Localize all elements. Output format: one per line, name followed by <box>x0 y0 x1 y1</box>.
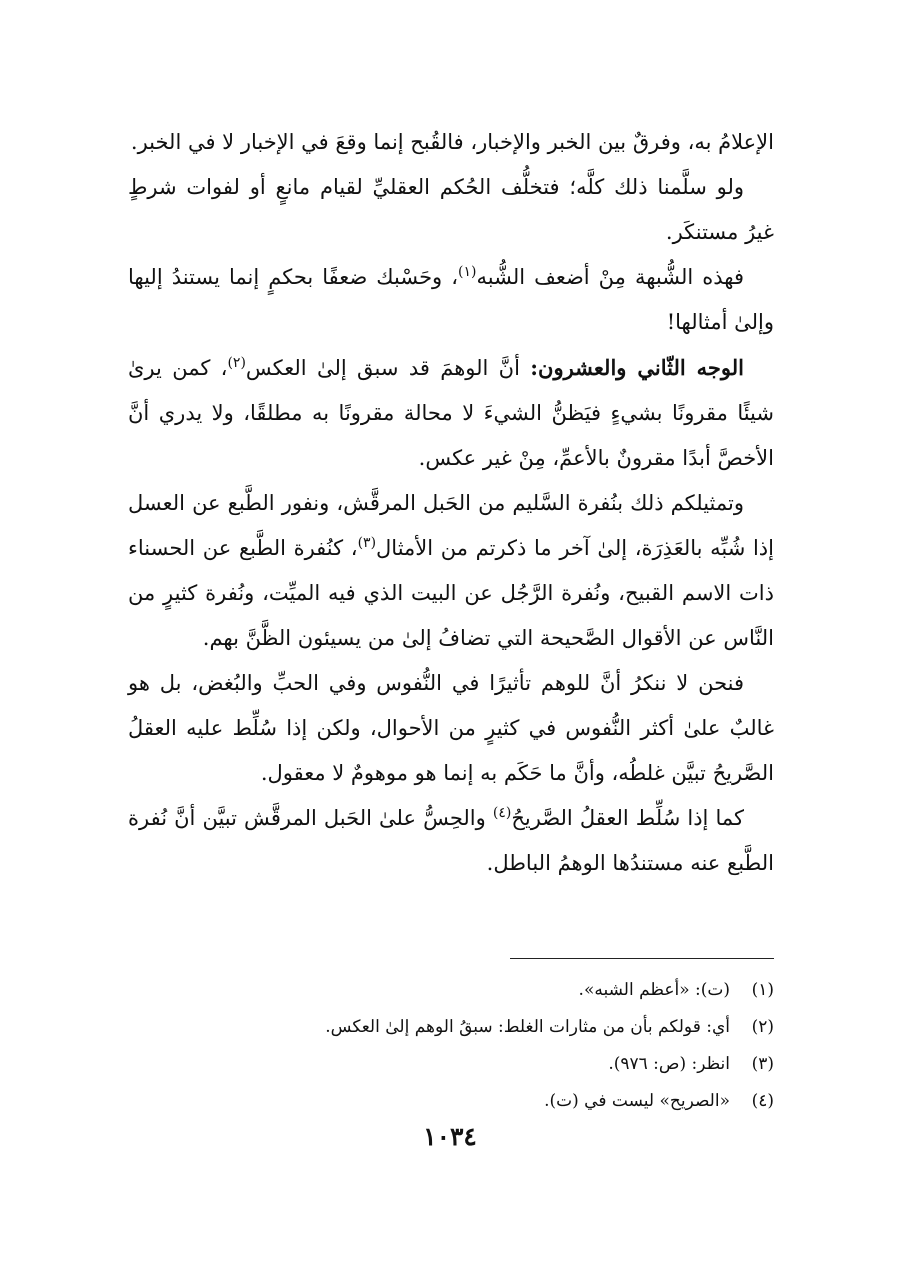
footnote-item <box>128 1083 774 1120</box>
footnote-number: (١) <box>751 980 774 1000</box>
footnote-text: انظر: (ص: ٩٧٦). <box>608 1054 730 1074</box>
footnote-ref[interactable]: (١) <box>458 264 477 280</box>
paragraph-text: كما إذا سُلِّط العقلُ الصَّريحُ <box>511 806 744 830</box>
paragraph-text: ، وحَسْبك ضعفًا بحكمٍ إنما يستندُ إليها وإلىٰ أمثالها! <box>128 265 774 334</box>
footnote-divider <box>510 958 774 959</box>
paragraph-text: أنَّ الوهمَ قد سبق إلىٰ العكس <box>245 356 531 380</box>
paragraph <box>128 165 774 255</box>
paragraph-text: ، كنُفرة الطَّبع عن الحسناء ذات الاسم القبيح، ونُفرة الرَّجُل عن البيت الذي فيه الميِّت، ونُفرة كثيرٍ من النَّاس عن الأقوال الصَّحيحة التي تضافُ إلىٰ من يسيئون الظَّنَّ بهم. <box>128 536 774 650</box>
paragraph-text: وتمثيلكم ذلك بنُفرة السَّليم من الحَبل المرقَّش، ونفور الطَّبع عن العسل إذا شُبِّه بالعَذِرَة، إلىٰ آخر ما ذكرتم من الأمثال <box>128 491 774 560</box>
paragraph-text: فنحن لا ننكرُ أنَّ للوهم تأثيرًا في النُّفوس وفي الحبِّ والبُغض، بل هو غالبٌ علىٰ أكثر النُّفوس في كثيرٍ من الأحوال، ولكن إذا سُلِّط عليه العقلُ الصَّريحُ تبيَّن غلطُه، وأنَّ ما حَكَم به إنما هو موهومٌ لا معقول. <box>128 671 774 785</box>
footnote-text: «الصريح» ليست في (ت). <box>544 1091 730 1111</box>
footnote-ref[interactable]: (٤) <box>492 805 512 821</box>
main-text <box>128 120 774 886</box>
paragraph <box>128 120 774 165</box>
paragraph <box>128 345 774 481</box>
paragraph-text: ولو سلَّمنا ذلك كلَّه؛ فتخلُّف الحُكم العقليِّ لقيام مانعٍ أو لفوات شرطٍ غيرُ مستنكَر. <box>128 175 774 244</box>
footnote-number: (٤) <box>751 1091 774 1111</box>
footnote-item <box>128 1009 774 1046</box>
paragraph <box>128 661 774 796</box>
paragraph <box>128 255 774 345</box>
footnote-text: (ت): «أعظم الشبه». <box>578 980 730 1000</box>
footnote-item <box>128 1046 774 1083</box>
paragraph-text: الإعلامُ به، وفرقٌ بين الخبر والإخبار، فالقُبح إنما وقعَ في الإخبار لا في الخبر. <box>130 130 774 154</box>
paragraph-text: والحِسُّ علىٰ الحَبل المرقَّش تبيَّن أنَّ نُفرة الطَّبع عنه مستندُها الوهمُ الباطل. <box>128 806 774 875</box>
footnote-number: (٣) <box>751 1054 774 1074</box>
footnote-item <box>128 972 774 1009</box>
footnote-ref[interactable]: (٣) <box>357 535 377 551</box>
paragraph-text: ، كمن يرىٰ شيئًا مقرونًا بشيءٍ فيَظنُّ الشيءَ لا محالة مقرونًا به مطلقًا، ولا يدري أنَّ الأخصَّ أبدًا مقرونٌ بالأعمِّ، مِنْ غير عكس. <box>128 356 774 470</box>
paragraph <box>128 481 774 661</box>
footnotes <box>128 972 774 1120</box>
footnote-ref[interactable]: (٢) <box>227 355 246 371</box>
paragraph-text: فهذه الشُّبهة مِنْ أضعف الشُّبه <box>476 265 744 289</box>
footnote-number: (٢) <box>751 1017 774 1037</box>
section-heading: الوجه الثّاني والعشرون: <box>530 355 744 380</box>
paragraph <box>128 796 774 886</box>
page-number: ١٠٣٤ <box>423 1122 477 1151</box>
footnote-text: أي: قولكم بأن من مثارات الغلط: سبقُ الوهم إلىٰ العكس. <box>325 1017 730 1037</box>
